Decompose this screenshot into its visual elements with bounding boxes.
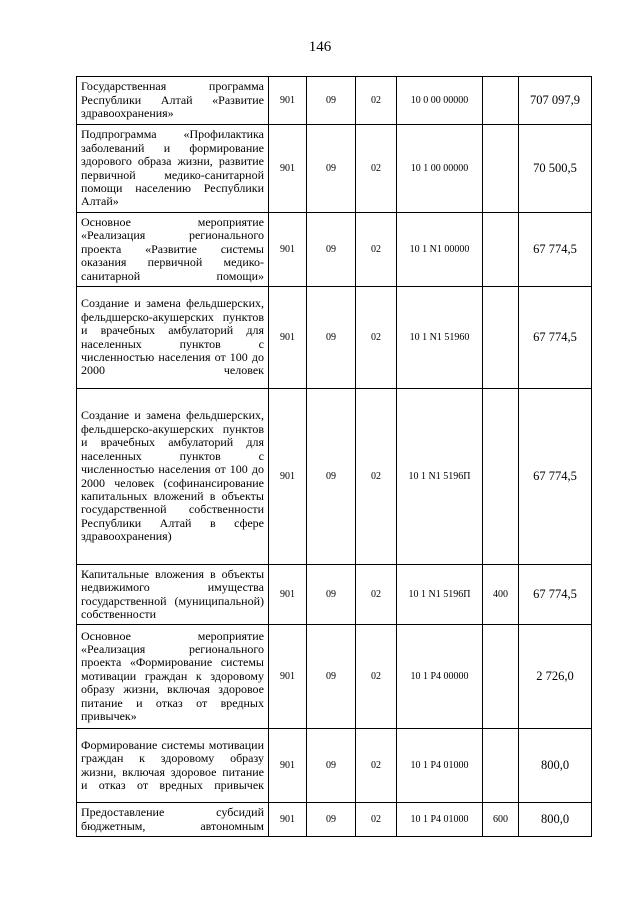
table-row [77,287,592,389]
row-name: Формирование системы мотивации граждан к здоровому образу жизни, включая здоровое питание и отказ от вредных привычек [77,729,269,803]
grbs-code: 901 [269,389,307,565]
expense-type-code: 400 [483,565,519,625]
grbs-code: 901 [269,213,307,287]
table-row [77,389,592,565]
grbs-code: 901 [269,803,307,837]
table-row [77,565,592,625]
section-code: 09 [307,213,356,287]
target-article-code: 10 1 P4 01000 [397,729,483,803]
row-amount: 67 774,5 [519,213,592,287]
subsection-code: 02 [356,729,397,803]
page-number: 146 [308,39,332,55]
target-article-code: 10 1 00 00000 [397,125,483,213]
row-name: Создание и замена фельдшерских, фельдшерско-акушерских пунктов и врачебных амбулаторий для населенных пунктов с численностью населения от 100 до 2000 человек [77,287,269,389]
row-amount: 707 097,9 [519,77,592,125]
target-article-code: 10 1 P4 01000 [397,803,483,837]
grbs-code: 901 [269,77,307,125]
subsection-code: 02 [356,389,397,565]
expense-type-code [483,213,519,287]
row-amount: 67 774,5 [519,389,592,565]
expense-type-code [483,125,519,213]
target-article-code: 10 1 N1 51960 [397,287,483,389]
section-code: 09 [307,729,356,803]
row-amount: 2 726,0 [519,625,592,729]
subsection-code: 02 [356,803,397,837]
table-row [77,729,592,803]
target-article-code: 10 1 N1 5196П [397,389,483,565]
grbs-code: 901 [269,565,307,625]
table-body [77,77,592,837]
section-code: 09 [307,565,356,625]
subsection-code: 02 [356,77,397,125]
subsection-code: 02 [356,125,397,213]
table-row [77,77,592,125]
row-amount: 70 500,5 [519,125,592,213]
grbs-code: 901 [269,125,307,213]
section-code: 09 [307,389,356,565]
row-name: Капитальные вложения в объекты недвижимого имущества государственной (муниципальной) собственности [77,565,269,625]
subsection-code: 02 [356,625,397,729]
row-amount: 800,0 [519,803,592,837]
table-row [77,803,592,837]
budget-table [76,76,592,837]
row-amount: 67 774,5 [519,287,592,389]
expense-type-code [483,625,519,729]
grbs-code: 901 [269,287,307,389]
subsection-code: 02 [356,287,397,389]
expense-type-code [483,77,519,125]
target-article-code: 10 0 00 00000 [397,77,483,125]
expense-type-code [483,389,519,565]
row-name: Подпрограмма «Профилактика заболеваний и формирование здорового образа жизни, развитие первичной медико-санитарной помощи населению Республики Алтай» [77,125,269,213]
row-name: Предоставление субсидий бюджетным, автономным [77,803,269,837]
table-row [77,625,592,729]
table-row [77,213,592,287]
expense-type-code [483,287,519,389]
subsection-code: 02 [356,213,397,287]
grbs-code: 901 [269,625,307,729]
section-code: 09 [307,77,356,125]
table-row [77,125,592,213]
row-name: Государственная программа Республики Алтай «Развитие здравоохранения» [77,77,269,125]
expense-type-code: 600 [483,803,519,837]
section-code: 09 [307,803,356,837]
target-article-code: 10 1 N1 5196П [397,565,483,625]
section-code: 09 [307,125,356,213]
section-code: 09 [307,287,356,389]
row-name: Основное мероприятие «Реализация регионального проекта «Развитие системы оказания первичной медико-санитарной помощи» [77,213,269,287]
subsection-code: 02 [356,565,397,625]
row-amount: 67 774,5 [519,565,592,625]
expense-type-code [483,729,519,803]
target-article-code: 10 1 N1 00000 [397,213,483,287]
target-article-code: 10 1 P4 00000 [397,625,483,729]
row-name: Создание и замена фельдшерских, фельдшерско-акушерских пунктов и врачебных амбулаторий для населенных пунктов с численностью населения от 100 до 2000 человек (софинансирование капитальных вложений в объекты государственной собственности Республики Алтай в сфере здравоохранения) [77,389,269,565]
grbs-code: 901 [269,729,307,803]
row-name: Основное мероприятие «Реализация регионального проекта «Формирование системы мотивации граждан к здоровому образу жизни, включая здоровое питание и отказ от вредных привычек» [77,625,269,729]
section-code: 09 [307,625,356,729]
row-amount: 800,0 [519,729,592,803]
